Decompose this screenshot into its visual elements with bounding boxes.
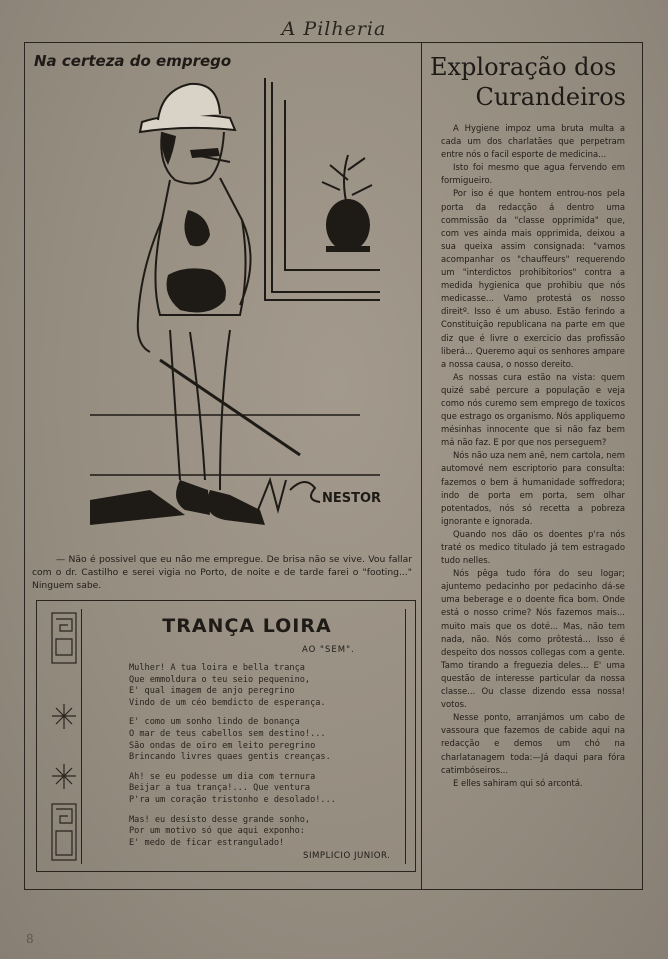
- ornament-rule-right: [405, 609, 406, 864]
- poem-stanza: [129, 717, 399, 763]
- article-paragraph: Por iso é que hontem entrou-nos pela porta da redacção á dentro uma commissão da "classe opprimida" que, com ves ainda mais opprimida, deixou a sua queixa assim consignada: "vamos acompanhar os "chauffeurs" requerendo um "interdictos prohibitorios" contra a medida hygienica que prohibiu que nós medicasse... Vamo protestá os nosso direitº. Isso é um abuso. Estão ferindo a Constituição republicana na parte em que diz que é livre o exercicio das profissão liberá... Queremo aqui os senhores ampare a nossa causa, o nosso dereito.: [441, 188, 625, 369]
- poem-body: [129, 663, 399, 857]
- article-paragraph: As nossas cura estão na vista: quem quizé sabé percure a população e veja como nós curemo sem emprego de toxicos que estrago os organismo. Nós appliquemo mésinhas innocente que si não faz bem má não faz. E por que nos perseguem?: [441, 371, 625, 448]
- page-mark: 8: [26, 932, 34, 946]
- article-paragraph: Isto foi mesmo que agua fervendo em formigueiro.: [441, 162, 625, 186]
- column-divider: [421, 42, 422, 890]
- poem-line: Que emmoldura o teu seio pequenino,: [129, 674, 311, 685]
- masthead: A Pilheria: [281, 18, 387, 40]
- article-title-line2: Curandeiros: [475, 83, 626, 111]
- poem-line: E' qual imagem de anjo peregrino: [129, 686, 295, 697]
- poem-line: Ah! se eu podesse um dia com ternura: [129, 771, 316, 782]
- ornament-rule-left: [81, 609, 82, 864]
- poem-line: Brincando livres quaes gentis creanças.: [129, 752, 331, 763]
- poem-dedication: AO "SEM".: [302, 645, 355, 655]
- poem-box: [36, 600, 416, 872]
- poem-line: Por um motivo só que aqui exponho:: [129, 826, 305, 837]
- cartoon-title: Na certeza do emprego: [34, 52, 232, 70]
- poem-line: São ondas de oiro em leito peregrino: [129, 740, 316, 751]
- article-paragraph: Nesse ponto, arranjámos um cabo de vassoura que fazemos de cabide aqui na redacção e demos um chó na charlatanagem toda:—Já daqui para fóra catimbóseiros...: [441, 712, 625, 775]
- poem-stanza: [129, 815, 399, 850]
- article-title: [430, 52, 640, 112]
- poem-title: TRANÇA LOIRA: [162, 615, 332, 637]
- cartoon-signature: NESTOR: [322, 491, 382, 506]
- article-paragraph: E elles sahiram qui só arcontá.: [453, 777, 583, 788]
- poem-author: SIMPLICIO JUNIOR.: [303, 851, 391, 861]
- poem-line: E' como um sonho lindo de bonança: [129, 717, 300, 728]
- ornament-border-icon: [49, 609, 79, 864]
- poem-line: Mas! eu desisto desse grande sonho,: [129, 814, 311, 825]
- article-paragraph: Quando nos dão os doentes p'ra nós traté os medico titulado já tem estragado tudo nelles.: [441, 528, 625, 566]
- article-title-line1: Exploração dos: [430, 53, 617, 81]
- poem-line: Beijar a tua trança!... Que ventura: [129, 783, 311, 794]
- poem-stanza: [129, 663, 399, 709]
- poem-line: O mar de teus cabellos sem destino!...: [129, 728, 326, 739]
- cartoon-illustration: [90, 70, 390, 545]
- cartoon-caption: — Não é possivel que eu não me empregue. De brisa não se vive. Vou fallar com o dr. Castilho e serei vigia no Porto, de noite e de tarde farei o "footing..." Ninguem sabe.: [32, 554, 412, 591]
- article-paragraph: A Hygiene impoz uma bruta multa a cada um dos charlatães que perpetram entre nós o facil esporte de medicina...: [441, 123, 625, 160]
- article-paragraph: Nós não uza nem anê, nem cartola, nem automové nem escriptorio para consulta: fazemos o bem á humanidade soffredora; indo de porta em porta, sem olhar potentados, nós só recetta a pobreza ignorante e ignorada.: [441, 450, 625, 526]
- article-paragraph: Nós pêga tudo fóra do seu logar; ajuntemo pedacinho por pedacinho dá-se uma beberage e o doente fica bom. Onde está o nosso crime? Nós fazemos mais... muito mais que os doté... Mas, não tem nada, não. Nós como prôtestá... Isso é despeito dos nossos collegas com a gente. Tamo tirando a freguezia deles... E' uma questão de interesse particular da nossa classe... Ou classe dizendo essa nossa! votos.: [441, 568, 625, 710]
- poem-line: E' medo de ficar estrangulado!: [129, 837, 285, 848]
- poem-line: P'ra um coração tristonho e desolado!...: [129, 794, 336, 805]
- article-body: [441, 122, 625, 790]
- poem-stanza: [129, 772, 399, 807]
- poem-line: Mulher! A tua loira e bella trança: [129, 663, 305, 673]
- poem-line: Vindo de um céo bemdicto de esperança.: [129, 697, 326, 708]
